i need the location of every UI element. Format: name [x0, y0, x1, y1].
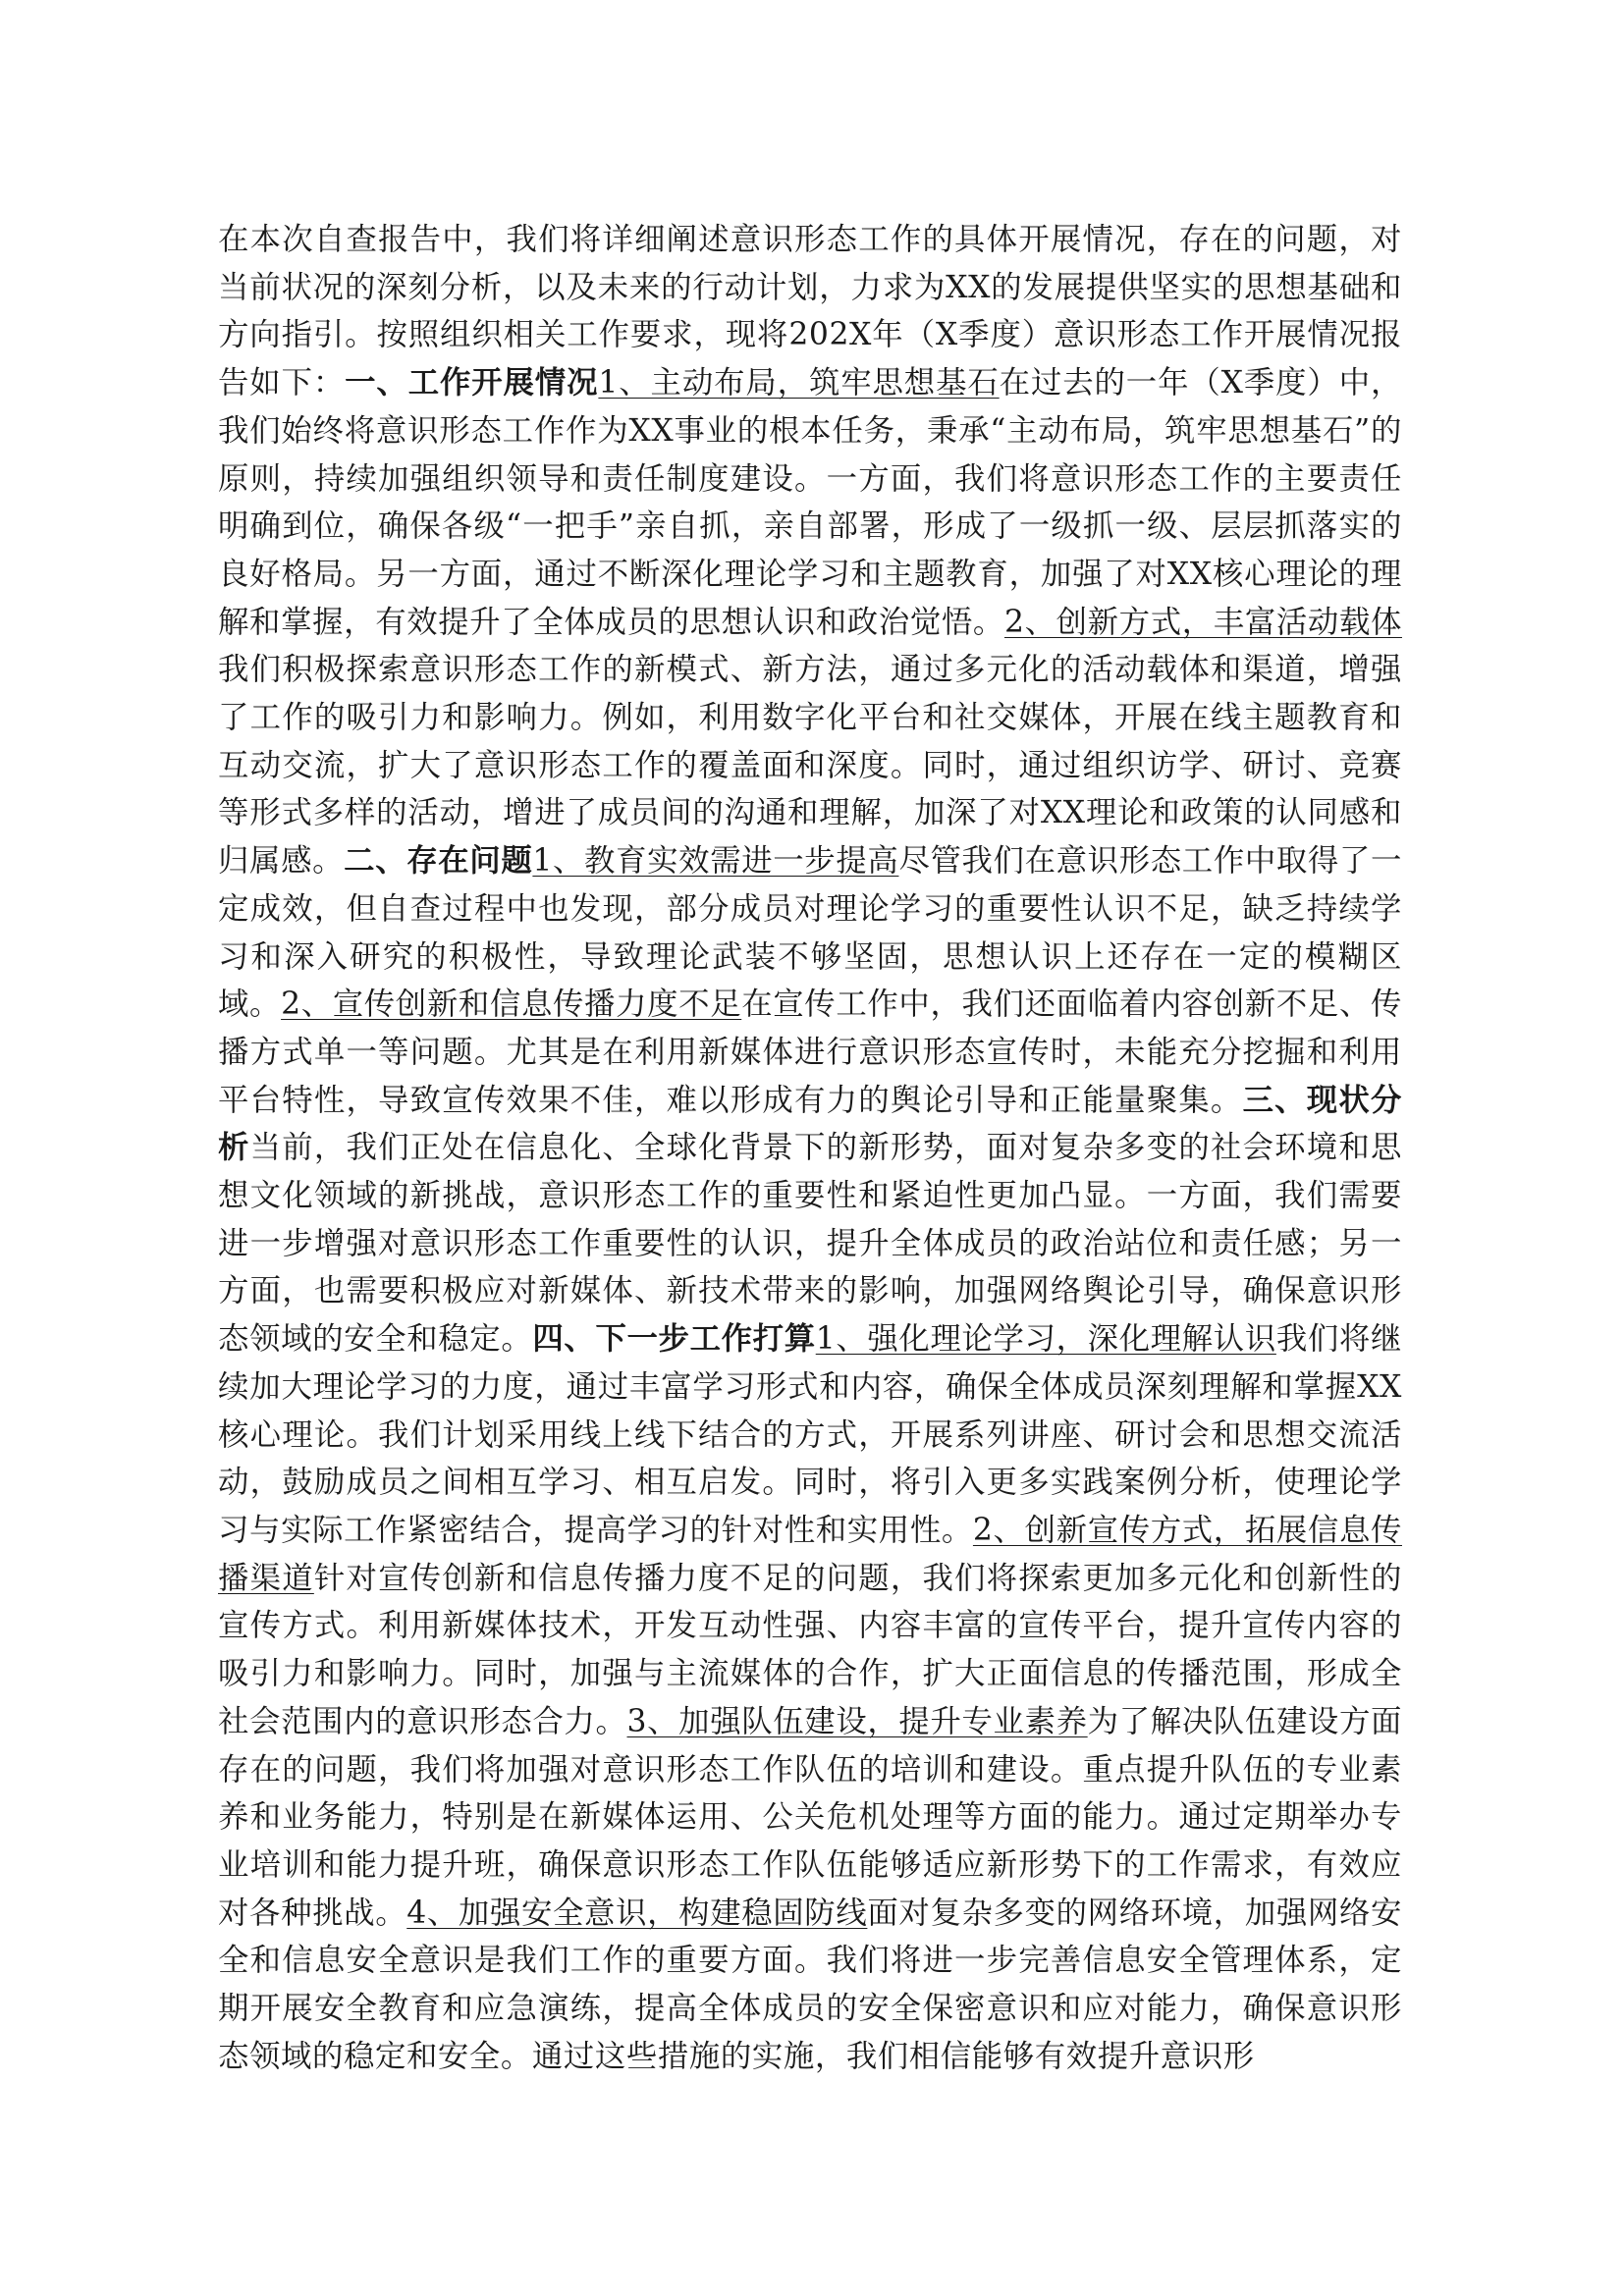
item-title-channels: 2、创新宣传方式，拓展信息传播渠道: [218, 1512, 1402, 1596]
section-text-analysis: 当前，我们正处在信息化、全球化背景下的新形势，面对复杂多变的社会环境和思想文化领域的新挑战，意识形态工作的重要性和紧迫性更加凸显。一方面，我们需要进一步增强对意识形态工作重要性的认识，提升全体成员的政治站位和责任感；另一方面，也需要积极应对新媒体、新技术带来的影响，加强网络舆论引导，确保意识形态领域的安全和稳定。: [218, 1130, 1402, 1358]
item-title-education: 1、教育实效需进一步提高: [532, 843, 899, 880]
section-heading-problems: 二、存在问题: [344, 843, 533, 880]
section-heading-plans: 四、下一步工作打算: [532, 1321, 816, 1358]
item-text-security: 面对复杂多变的网络环境，加强网络安全和信息安全意识是我们工作的重要方面。我们将进一步完善信息安全管理体系，定期开展安全教育和应急演练，提高全体成员的安全保密意识和应对能力，确保意识形态领域的稳定和安全。通过这些措施的实施，我们相信能够有效提升意识形: [218, 1895, 1402, 2074]
item-title-security: 4、加强安全意识，构建稳固防线: [406, 1895, 868, 1931]
item-title-layout: 1、主动布局，筑牢思想基石: [598, 365, 1000, 401]
item-title-publicity: 2、宣传创新和信息传播力度不足: [281, 987, 742, 1023]
item-text-layout: 在过去的一年（X季度）中，我们始终将意识形态工作作为XX事业的根本任务，秉承“主动布局，筑牢思想基石”的原则，持续加强组织领导和责任制度建设。一方面，我们将意识形态工作的主要责任明确到位，确保各级“一把手”亲自抓，亲自部署，形成了一级抓一级、层层抓落实的良好格局。另一方面，通过不断深化理论学习和主题教育，加强了对XX核心理论的理解和掌握，有效提升了全体成员的思想认识和政治觉悟。: [218, 365, 1402, 640]
item-text-channels: 针对宣传创新和信息传播力度不足的问题，我们将探索更加多元化和创新性的宣传方式。利用新媒体技术，开发互动性强、内容丰富的宣传平台，提升宣传内容的吸引力和影响力。同时，加强与主流媒体的合作，扩大正面信息的传播范围，形成全社会范围内的意识形态合力。: [218, 1560, 1402, 1739]
item-text-theory: 我们将继续加大理论学习的力度，通过丰富学习形式和内容，确保全体成员深刻理解和掌握XX核心理论。我们计划采用线上线下结合的方式，开展系列讲座、研讨会和思想交流活动，鼓励成员之间相互学习、相互启发。同时，将引入更多实践案例分析，使理论学习与实际工作紧密结合，提高学习的针对性和实用性。: [218, 1321, 1402, 1548]
item-title-theory: 1、强化理论学习，深化理解认识: [815, 1321, 1276, 1358]
section-heading-analysis: 三、现状分析: [218, 1082, 1402, 1166]
item-text-education: 尽管我们在意识形态工作中取得了一定成效，但自查过程中也发现，部分成员对理论学习的重要性认识不足，缺乏持续学习和深入研究的积极性，导致理论武装不够坚固，思想认识上还存在一定的模糊区域。: [218, 843, 1402, 1023]
item-title-innovation: 2、创新方式，丰富活动载体: [1003, 604, 1402, 640]
item-text-publicity: 在宣传工作中，我们还面临着内容创新不足、传播方式单一等问题。尤其是在利用新媒体进行意识形态宣传时，未能充分挖掘和利用平台特性，导致宣传效果不佳，难以形成有力的舆论引导和正能量聚集。: [218, 987, 1402, 1118]
report-body: [218, 216, 1402, 2080]
item-text-team: 为了解决队伍建设方面存在的问题，我们将加强对意识形态工作队伍的培训和建设。重点提升队伍的专业素养和业务能力，特别是在新媒体运用、公关危机处理等方面的能力。通过定期举办专业培训和能力提升班，确保意识形态工作队伍能够适应新形势下的工作需求，有效应对各种挑战。: [218, 1703, 1402, 1931]
intro-text: 在本次自查报告中，我们将详细阐述意识形态工作的具体开展情况，存在的问题，对当前状况的深刻分析，以及未来的行动计划，力求为XX的发展提供坚实的思想基础和方向指引。按照组织相关工作要求，现将202X年（X季度）意识形态工作开展情况报告如下：: [218, 222, 1402, 401]
item-text-innovation: 我们积极探索意识形态工作的新模式、新方法，通过多元化的活动载体和渠道，增强了工作的吸引力和影响力。例如，利用数字化平台和社交媒体，开展在线主题教育和互动交流，扩大了意识形态工作的覆盖面和深度。同时，通过组织访学、研讨、竞赛等形式多样的活动，增进了成员间的沟通和理解，加深了对XX理论和政策的认同感和归属感。: [218, 652, 1402, 880]
item-title-team: 3、加强队伍建设，提升专业素养: [626, 1703, 1088, 1739]
section-heading-work: 一、工作开展情况: [345, 365, 599, 401]
